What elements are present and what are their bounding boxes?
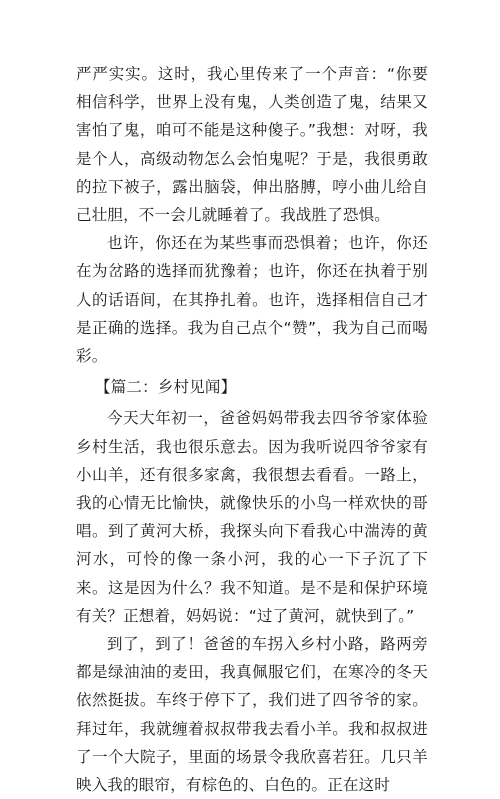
paragraph-1: 严严实实。这时，我心里传来了一个声音：“你要相信科学，世界上没有鬼，人类创造了鬼，结果又害怕了鬼，咱可不能是这种傻子。”我想：对呀，我是个人，高级动物怎么会怕鬼呢？于是，我很勇敢的拉下被子，露出脑袋，伸出胳膊，哼小曲儿给自己壮胆，不一会儿就睡着了。我战胜了恐惧。 (76, 65, 428, 225)
paragraph-2: 也许，你还在为某些事而恐惧着；也许，你还在为岔路的选择而犹豫着；也许，你还在执着于别人的话语间，在其挣扎着。也许，选择相信自己才是正确的选择。我为自己点个“赞”，我为自己而喝彩。 (76, 234, 428, 366)
document-body (76, 60, 428, 799)
section-heading: 【篇二：乡村见闻】 (95, 378, 237, 397)
paragraph-4: 到了，到了！爸爸的车拐入乡村小路，路两旁都是绿油油的麦田，我真佩服它们，在寒冷的冬天依然挺拔。车终于停下了，我们进了四爷爷的家。拜过年，我就缠着叔叔带我去看小羊。我和叔叔进了一个大院子，里面的场景令我欣喜若狂。几只羊映入我的眼帘，有棕色的、白色的。正在这时 (76, 635, 428, 795)
paragraph-3: 今天大年初一，爸爸妈妈带我去四爷爷家体验乡村生活，我也很乐意去。因为我听说四爷爷家有小山羊，还有很多家禽，我很想去看看。一路上，我的心情无比愉快，就像快乐的小鸟一样欢快的哥唱。到了黄河大桥，我探头向下看我心中湍涛的黄河水，可怜的像一条小河，我的心一下子沉了下来。这是因为什么？我不知道。是不是和保护环境有关？正想着，妈妈说：“过了黄河，就快到了。” (76, 409, 428, 625)
